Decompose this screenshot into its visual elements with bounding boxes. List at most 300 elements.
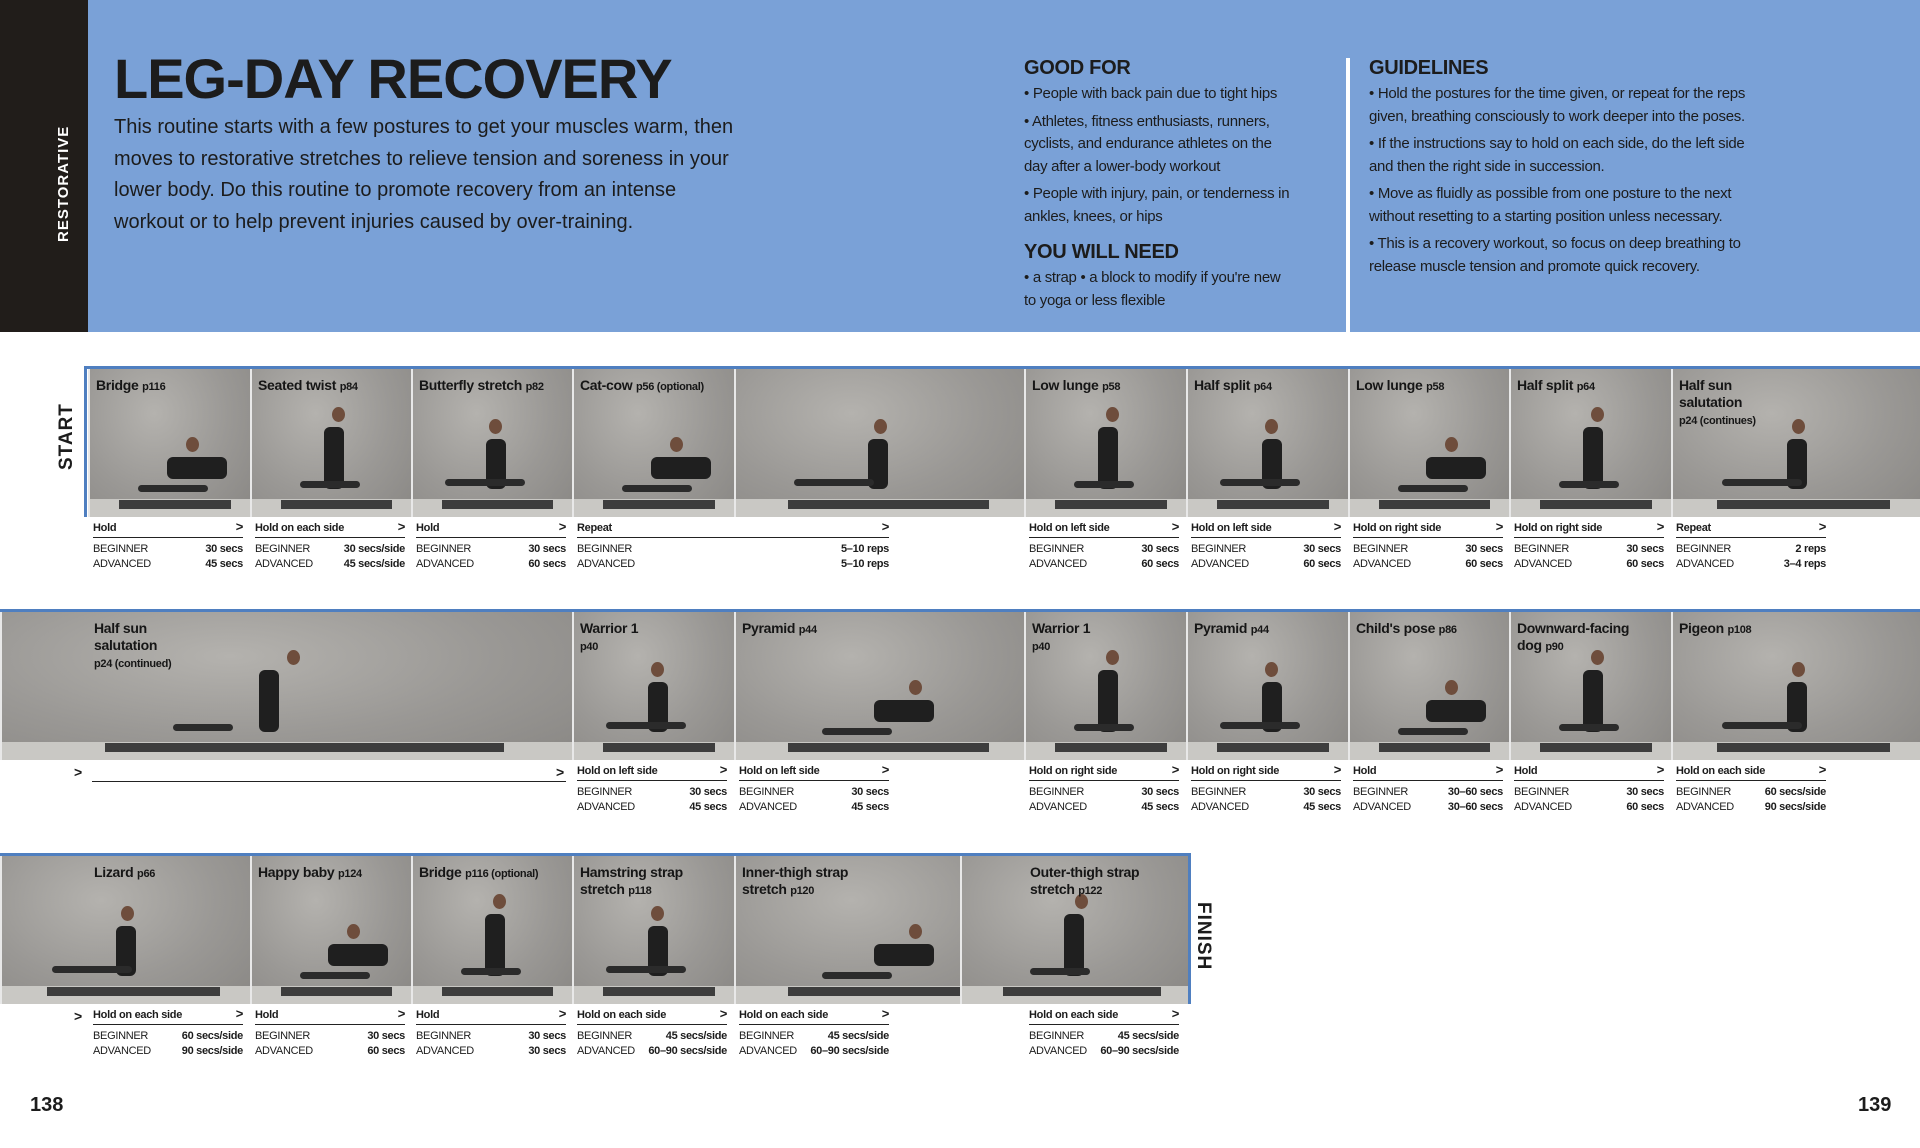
column-divider xyxy=(1346,58,1350,332)
pose-figure xyxy=(1511,642,1671,746)
level-advanced-line xyxy=(1514,800,1664,815)
pose-name: Warrior 1 xyxy=(580,620,639,636)
level-label: BEGINNER xyxy=(416,1030,472,1042)
level-beginner-line xyxy=(1514,785,1664,800)
pose-page-ref: p24 (continued) xyxy=(94,658,172,670)
level-label: ADVANCED xyxy=(1514,558,1572,570)
pose-photo xyxy=(1348,369,1509,517)
next-arrow-icon: > xyxy=(74,1008,83,1024)
pose-action xyxy=(255,521,405,538)
level-value: 45 secs xyxy=(205,558,243,570)
pose-photo xyxy=(411,856,572,1004)
figure-head xyxy=(1792,662,1805,677)
figure-body xyxy=(485,914,505,976)
pose-action xyxy=(1029,1008,1179,1025)
level-value: 30 secs xyxy=(1626,786,1664,798)
pose-page-ref: p118 xyxy=(628,885,652,897)
pose-title xyxy=(1194,377,1344,396)
figure-head xyxy=(489,419,502,434)
pose-action xyxy=(416,1008,566,1025)
pose-name: Happy baby xyxy=(258,864,335,880)
pose-title xyxy=(742,864,882,900)
next-arrow-icon: > xyxy=(1656,519,1664,534)
pose-action xyxy=(93,521,243,538)
pose-instructions xyxy=(739,764,889,815)
pose-page-ref: p82 xyxy=(525,381,544,393)
level-beginner-line xyxy=(739,785,889,800)
level-value: 90 secs/side xyxy=(1764,801,1826,813)
pose-action xyxy=(1353,521,1503,538)
level-label: ADVANCED xyxy=(416,558,474,570)
pose-figure xyxy=(1026,399,1186,503)
level-value: 45 secs xyxy=(1141,801,1179,813)
level-label: BEGINNER xyxy=(1514,786,1570,798)
you-will-need-heading: YOU WILL NEED xyxy=(1024,241,1179,263)
figure-head xyxy=(1265,419,1278,434)
figure-leg xyxy=(794,479,874,486)
level-label: ADVANCED xyxy=(1191,801,1249,813)
level-value: 60 secs xyxy=(1465,558,1503,570)
pose-instructions xyxy=(1676,521,1826,572)
level-value: 2 reps xyxy=(1795,543,1826,555)
next-arrow-icon: > xyxy=(881,1006,889,1021)
pose-action xyxy=(1514,521,1664,538)
pose-page-ref: p40 xyxy=(580,641,599,653)
pose-name: Child's pose xyxy=(1356,620,1436,636)
figure-head xyxy=(347,924,360,939)
good-for-heading: GOOD FOR xyxy=(1024,57,1131,79)
pose-photo xyxy=(1671,612,1920,760)
pose-name: Hamstring strap stretch xyxy=(580,864,683,897)
level-value: 3–4 reps xyxy=(1783,558,1826,570)
action-label: Hold on right side xyxy=(1191,765,1280,777)
pose-page-ref: p58 xyxy=(1426,381,1445,393)
level-advanced-line xyxy=(739,800,889,815)
pose-page-ref: p64 xyxy=(1253,381,1272,393)
pose-instructions xyxy=(1191,521,1341,572)
figure-body xyxy=(1583,427,1603,489)
page-number-left: 138 xyxy=(30,1094,64,1116)
level-value: 30 secs xyxy=(1141,786,1179,798)
level-advanced-line xyxy=(1191,800,1341,815)
level-advanced-line xyxy=(577,557,889,572)
level-advanced-line xyxy=(1676,557,1826,572)
figure-leg xyxy=(1722,479,1802,486)
pose-name: Pyramid xyxy=(1194,620,1248,636)
pose-instructions xyxy=(93,1008,243,1059)
guidelines-item: • Hold the postures for the time given, or repeat for the reps given, breathing consciously to work deeper into the poses. xyxy=(1369,85,1746,125)
next-arrow-icon: > xyxy=(1333,762,1341,777)
action-label: Hold xyxy=(416,522,440,534)
level-beginner-line xyxy=(1029,785,1179,800)
action-label: Hold on each side xyxy=(1676,765,1766,777)
pose-name: Half split xyxy=(1194,377,1251,393)
level-label: BEGINNER xyxy=(739,1030,795,1042)
figure-head xyxy=(332,407,345,422)
pose-photo xyxy=(0,612,572,760)
action-label: Repeat xyxy=(577,522,612,534)
guidelines-item: • If the instructions say to hold on each side, do the left side and then the right side in succession. xyxy=(1369,135,1745,175)
figure-leg xyxy=(1074,481,1134,488)
action-label: Hold on left side xyxy=(739,765,820,777)
level-label: ADVANCED xyxy=(739,801,797,813)
level-label: ADVANCED xyxy=(255,1045,313,1057)
guidelines-item: • This is a recovery workout, so focus on deep breathing to release muscle tension and promote quick recovery. xyxy=(1369,235,1741,275)
figure-leg xyxy=(1074,724,1134,731)
pose-name: Bridge xyxy=(419,864,462,880)
pose-instructions xyxy=(1191,764,1341,815)
level-advanced-line xyxy=(255,557,405,572)
figure-leg xyxy=(173,724,233,731)
pose-action xyxy=(93,1008,243,1025)
level-beginner-line xyxy=(1676,785,1826,800)
pose-figure xyxy=(1188,642,1348,746)
pose-instructions xyxy=(1029,764,1179,815)
pose-page-ref: p66 xyxy=(137,868,156,880)
pose-figure xyxy=(1350,642,1509,746)
pose-title xyxy=(419,864,568,883)
level-label: ADVANCED xyxy=(1676,801,1734,813)
level-value: 5–10 reps xyxy=(840,543,889,555)
level-label: ADVANCED xyxy=(416,1045,474,1057)
level-value: 60 secs xyxy=(528,558,566,570)
action-label: Hold on each side xyxy=(1029,1009,1119,1021)
pose-photo xyxy=(1186,612,1348,760)
figure-leg xyxy=(822,972,892,979)
level-advanced-line xyxy=(1353,800,1503,815)
figure-leg xyxy=(1398,728,1468,735)
figure-body xyxy=(167,457,227,479)
level-label: ADVANCED xyxy=(1353,801,1411,813)
level-value: 30 secs xyxy=(1626,543,1664,555)
figure-head xyxy=(874,419,887,434)
level-beginner-line xyxy=(577,542,889,557)
level-value: 30–60 secs xyxy=(1447,786,1503,798)
pose-title xyxy=(419,377,568,396)
level-beginner-line xyxy=(577,1029,727,1044)
level-value: 60 secs xyxy=(1626,801,1664,813)
figure-body xyxy=(1098,427,1118,489)
level-label: ADVANCED xyxy=(577,558,635,570)
level-advanced-line xyxy=(1191,557,1341,572)
level-advanced-line xyxy=(255,1044,405,1059)
level-label: BEGINNER xyxy=(1353,786,1409,798)
level-value: 30 secs xyxy=(528,1045,566,1057)
level-label: ADVANCED xyxy=(1029,1045,1087,1057)
action-label: Hold on right side xyxy=(1514,522,1603,534)
pose-instructions xyxy=(255,1008,405,1059)
pose-page-ref: p40 xyxy=(1032,641,1051,653)
level-label: ADVANCED xyxy=(1676,558,1734,570)
level-beginner-line xyxy=(255,1029,405,1044)
action-label: Hold on left side xyxy=(1029,522,1110,534)
level-label: BEGINNER xyxy=(1191,786,1247,798)
action-label: Hold xyxy=(416,1009,440,1021)
pose-title xyxy=(1030,864,1160,900)
pose-figure xyxy=(574,886,734,990)
pose-page-ref: p44 xyxy=(798,624,817,636)
pose-figure xyxy=(252,399,411,503)
pose-title xyxy=(1679,620,1916,639)
level-advanced-line xyxy=(416,557,566,572)
level-advanced-line xyxy=(739,1044,889,1059)
level-value: 30–60 secs xyxy=(1447,801,1503,813)
figure-body xyxy=(1064,914,1084,976)
pose-photo xyxy=(734,369,1024,517)
level-value: 5–10 reps xyxy=(840,558,889,570)
pose-page-ref: p120 xyxy=(790,885,815,897)
level-value: 45 secs/side xyxy=(343,558,405,570)
level-value: 60 secs xyxy=(367,1045,405,1057)
pose-photo xyxy=(1024,369,1186,517)
level-value: 45 secs xyxy=(1303,801,1341,813)
pose-figure xyxy=(413,886,572,990)
level-value: 30 secs xyxy=(205,543,243,555)
pose-instructions xyxy=(1353,764,1503,815)
figure-body xyxy=(651,457,711,479)
level-label: ADVANCED xyxy=(255,558,313,570)
level-beginner-line xyxy=(1191,542,1341,557)
pose-title xyxy=(1679,377,1769,430)
figure-leg xyxy=(138,485,208,492)
pose-figure xyxy=(1673,642,1920,746)
pose-photo xyxy=(88,369,250,517)
level-value: 60 secs xyxy=(1141,558,1179,570)
pose-action xyxy=(255,1008,405,1025)
pose-figure xyxy=(252,886,411,990)
pose-instructions xyxy=(577,764,727,815)
action-label: Hold on each side xyxy=(93,1009,183,1021)
figure-leg xyxy=(461,968,521,975)
pose-action xyxy=(739,764,889,781)
pose-action xyxy=(1191,521,1341,538)
figure-body xyxy=(874,944,934,966)
pose-title xyxy=(1356,377,1505,396)
level-advanced-line xyxy=(1029,1044,1179,1059)
pose-title xyxy=(94,864,250,883)
pose-instructions xyxy=(1514,521,1664,572)
level-advanced-line xyxy=(1029,557,1179,572)
level-value: 60 secs/side xyxy=(1764,786,1826,798)
pose-figure xyxy=(1350,399,1509,503)
pose-title xyxy=(580,377,730,396)
figure-leg xyxy=(52,966,132,973)
start-label: START xyxy=(56,403,77,470)
pose-page-ref: p44 xyxy=(1250,624,1269,636)
figure-leg xyxy=(300,972,370,979)
figure-head xyxy=(909,680,922,695)
pose-action xyxy=(416,521,566,538)
level-value: 45 secs/side xyxy=(827,1030,889,1042)
row1-start-border xyxy=(84,366,87,517)
level-label: ADVANCED xyxy=(93,558,151,570)
level-value: 30 secs xyxy=(528,1030,566,1042)
pose-action xyxy=(1676,764,1826,781)
figure-head xyxy=(1106,407,1119,422)
level-value: 90 secs/side xyxy=(181,1045,243,1057)
pose-action xyxy=(577,1008,727,1025)
pose-name: Butterfly stretch xyxy=(419,377,523,393)
level-value: 30 secs xyxy=(1141,543,1179,555)
level-value: 30 secs xyxy=(528,543,566,555)
pose-name: Pigeon xyxy=(1679,620,1724,636)
level-label: ADVANCED xyxy=(577,801,635,813)
level-value: 60–90 secs/side xyxy=(810,1045,889,1057)
figure-leg xyxy=(606,722,686,729)
figure-body xyxy=(1426,457,1486,479)
next-arrow-icon: > xyxy=(1333,519,1341,534)
figure-head xyxy=(287,650,300,665)
pose-name: Seated twist xyxy=(258,377,337,393)
action-label: Hold on right side xyxy=(1029,765,1118,777)
level-value: 60 secs xyxy=(1626,558,1664,570)
next-arrow-icon: > xyxy=(556,764,565,780)
action-label: Hold xyxy=(1514,765,1538,777)
pose-instructions xyxy=(1353,521,1503,572)
pose-page-ref: p64 xyxy=(1576,381,1595,393)
level-value: 30 secs xyxy=(367,1030,405,1042)
level-label: BEGINNER xyxy=(93,1030,149,1042)
next-arrow-icon: > xyxy=(74,764,83,780)
pose-photo xyxy=(572,612,734,760)
pose-photo xyxy=(1509,612,1671,760)
finish-label: FINISH xyxy=(1193,902,1214,971)
level-label: ADVANCED xyxy=(1029,558,1087,570)
pose-title xyxy=(258,864,407,883)
pose-page-ref: p56 (optional) xyxy=(635,381,704,393)
figure-leg xyxy=(1398,485,1468,492)
pose-instructions xyxy=(1514,764,1664,815)
pose-figure xyxy=(1188,399,1348,503)
you-will-need-text: • a strap • a block to modify if you're new to yoga or less flexible xyxy=(1024,269,1281,309)
action-label: Hold on left side xyxy=(1191,522,1272,534)
pose-name: Low lunge xyxy=(1356,377,1423,393)
pose-instructions xyxy=(1029,521,1179,572)
pose-name: Bridge xyxy=(96,377,139,393)
level-label: BEGINNER xyxy=(1676,543,1732,555)
pose-instructions xyxy=(1676,764,1826,815)
pose-action xyxy=(577,764,727,781)
level-beginner-line xyxy=(1353,542,1503,557)
pose-name: Downward-facing dog xyxy=(1517,620,1630,653)
level-label: BEGINNER xyxy=(255,543,311,555)
pose-figure xyxy=(736,399,1024,503)
pose-page-ref: p108 xyxy=(1727,624,1752,636)
pose-name: Warrior 1 xyxy=(1032,620,1091,636)
figure-head xyxy=(670,437,683,452)
figure-head xyxy=(1591,407,1604,422)
intro-paragraph: This routine starts with a few postures to get your muscles warm, then moves to restorative stretches to relieve tension and soreness in your lower body. Do this routine to promote recovery from an intense workout or to help prevent injuries caused by over-training. xyxy=(114,116,734,233)
figure-head xyxy=(1445,437,1458,452)
pose-action xyxy=(1353,764,1503,781)
level-label: ADVANCED xyxy=(93,1045,151,1057)
level-label: BEGINNER xyxy=(1191,543,1247,555)
row3-finish-border xyxy=(1188,853,1191,1004)
level-advanced-line xyxy=(416,1044,566,1059)
level-value: 45 secs xyxy=(851,801,889,813)
level-value: 45 secs/side xyxy=(665,1030,727,1042)
guidelines-heading: GUIDELINES xyxy=(1369,57,1489,79)
level-label: ADVANCED xyxy=(1191,558,1249,570)
figure-body xyxy=(328,944,388,966)
pose-photo xyxy=(0,856,250,1004)
figure-body xyxy=(259,670,279,732)
level-advanced-line xyxy=(1353,557,1503,572)
pose-instructions xyxy=(739,1008,889,1059)
level-label: BEGINNER xyxy=(577,786,633,798)
pose-photo xyxy=(960,856,1188,1004)
level-label: ADVANCED xyxy=(1514,801,1572,813)
pose-title xyxy=(94,620,204,673)
level-advanced-line xyxy=(93,557,243,572)
pose-figure xyxy=(574,642,734,746)
next-arrow-icon: > xyxy=(558,1006,566,1021)
pose-action xyxy=(1676,521,1826,538)
level-label: BEGINNER xyxy=(577,543,633,555)
figure-leg xyxy=(1030,968,1090,975)
section-tab-label: RESTORATIVE xyxy=(55,125,72,242)
pose-page-ref: p86 xyxy=(1438,624,1457,636)
pose-title xyxy=(1517,620,1637,656)
page-title: LEG-DAY RECOVERY xyxy=(114,47,672,110)
next-arrow-icon: > xyxy=(1171,762,1179,777)
level-label: BEGINNER xyxy=(739,786,795,798)
pose-name: Pyramid xyxy=(742,620,796,636)
pose-instructions xyxy=(255,521,405,572)
pose-name: Lizard xyxy=(94,864,134,880)
page-number-right: 139 xyxy=(1858,1094,1892,1116)
level-advanced-line xyxy=(1514,557,1664,572)
figure-head xyxy=(121,906,134,921)
pose-title xyxy=(1032,620,1182,656)
next-arrow-icon: > xyxy=(1495,762,1503,777)
level-label: BEGINNER xyxy=(416,543,472,555)
pose-title xyxy=(258,377,407,396)
action-label: Hold on each side xyxy=(577,1009,667,1021)
level-advanced-line xyxy=(1676,800,1826,815)
next-arrow-icon: > xyxy=(881,519,889,534)
level-value: 60–90 secs/side xyxy=(1100,1045,1179,1057)
figure-body xyxy=(874,700,934,722)
figure-head xyxy=(186,437,199,452)
level-label: BEGINNER xyxy=(1676,786,1732,798)
level-advanced-line xyxy=(93,1044,243,1059)
figure-leg xyxy=(622,485,692,492)
pose-photo xyxy=(734,612,1024,760)
figure-head xyxy=(909,924,922,939)
level-value: 45 secs xyxy=(689,801,727,813)
level-beginner-line xyxy=(93,1029,243,1044)
pose-title xyxy=(1032,377,1182,396)
figure-leg xyxy=(606,966,686,973)
pose-page-ref: p84 xyxy=(339,381,358,393)
pose-action xyxy=(1029,521,1179,538)
pose-title xyxy=(1194,620,1344,639)
next-arrow-icon: > xyxy=(1818,762,1826,777)
pose-instructions xyxy=(1029,1008,1179,1059)
level-value: 30 secs/side xyxy=(343,543,405,555)
next-arrow-icon: > xyxy=(881,762,889,777)
level-label: BEGINNER xyxy=(255,1030,311,1042)
pose-page-ref: p122 xyxy=(1078,885,1103,897)
pose-photo xyxy=(1671,369,1920,517)
pose-name: Cat-cow xyxy=(580,377,633,393)
level-value: 60 secs/side xyxy=(181,1030,243,1042)
action-label: Hold xyxy=(1353,765,1377,777)
level-value: 45 secs/side xyxy=(1117,1030,1179,1042)
pose-figure xyxy=(90,399,250,503)
pose-name: Outer-thigh strap stretch xyxy=(1030,864,1140,897)
